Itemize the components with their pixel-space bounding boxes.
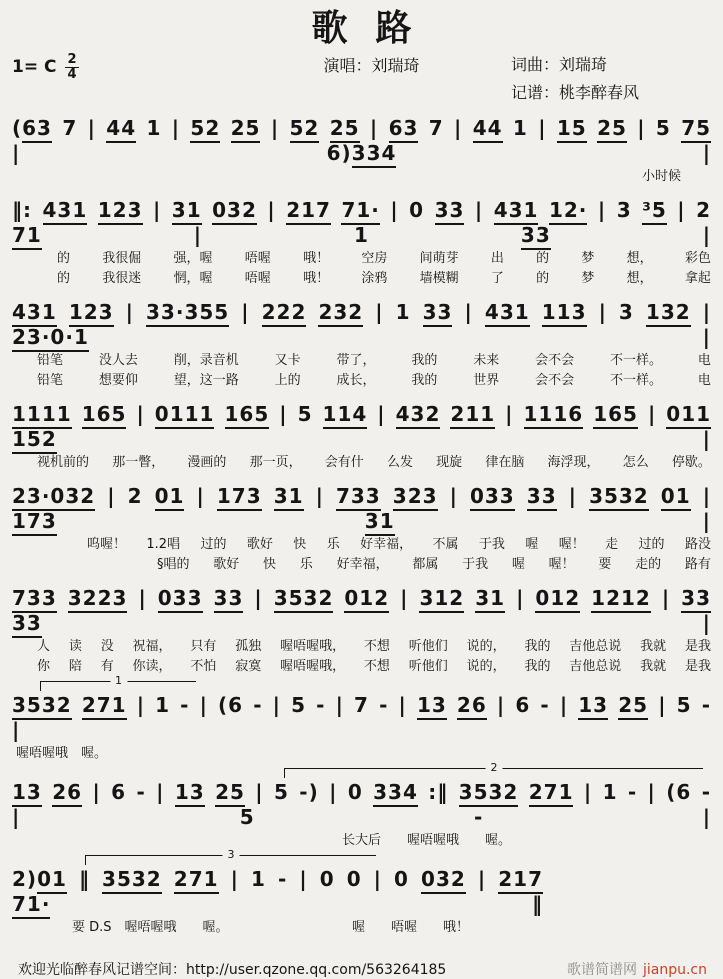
lyric-syllable: 未来 [473, 353, 500, 369]
lyrics-row: 长大后 喔唔喔哦 喔。 [342, 832, 512, 848]
transcriber-credit: 记谱：桃李醉春风 [510, 83, 639, 103]
lyric-syllable: 不一样。 [610, 373, 663, 389]
lyric-syllable: 孤独 [235, 638, 262, 654]
lyrics-verse1 [12, 250, 711, 268]
lyric-syllable: 喔 [511, 556, 525, 572]
notes-row-2: ‖: 431 123 | 31 032 | 217 71· | 0 33 | 431 12· | 3 ³5 | 2 71 | 1 33 | [12, 198, 711, 248]
lyric-syllable: 海浮现， [547, 455, 600, 471]
lyric-syllable: 想， [626, 271, 653, 287]
lyric-syllable: 于我 [462, 556, 489, 572]
site-watermark [567, 959, 707, 979]
time-signature-numerator: 2 [67, 52, 77, 67]
lyric-syllable: 不想 [363, 638, 390, 654]
notes-row-5: 23·032 | 2 01 | 173 31 | 733 323 | 033 33 | 3532 01 | 173 31 | [12, 484, 711, 534]
lyric-syllable: 我的 [524, 638, 551, 654]
lyric-syllable: 那一瞥， [112, 455, 165, 471]
lyric-syllable: 电 [697, 353, 711, 369]
lyric-syllable: 只有 [190, 638, 217, 654]
lyric-syllable: 你读， [132, 658, 172, 674]
lyric-syllable: 走 [605, 537, 619, 552]
lyric-syllable: 么发 [386, 455, 413, 471]
lyric-syllable: 喔！ [558, 537, 585, 552]
lyric-syllable: 没 [100, 638, 114, 654]
lyric-syllable: 拿起 [684, 271, 711, 287]
lyric-syllable: 吉他总说 [569, 658, 622, 674]
lyric-syllable: 梦 [581, 251, 595, 267]
lyrics-verse1 [12, 536, 711, 554]
lyric-syllable: 过的 [638, 537, 665, 552]
lyric-syllable: 没人去 [98, 353, 138, 369]
lyric-syllable: 的 [57, 251, 71, 267]
lyric-syllable: 空房 [361, 251, 388, 267]
credits-right [511, 53, 711, 104]
lyric-syllable: 惘，喔 [173, 271, 213, 287]
lyric-syllable: 祝福， [132, 638, 172, 654]
volta-number: 2 [486, 762, 503, 773]
lyric-syllable: 读 [68, 638, 82, 654]
score-line-7 [12, 673, 711, 763]
lyric-syllable: 强，喔 [173, 251, 213, 267]
lyric-syllable: 的 [536, 271, 550, 287]
lyric-syllable: 寂寞 [235, 658, 262, 674]
lyric-syllable: 漫画的 [187, 455, 227, 471]
lyric-syllable: 人 [37, 638, 51, 654]
lyric-syllable: 哦！ [303, 251, 330, 267]
notes-row-3: 431 123 | 33·355 | 222 232 | 1 33 | 431 113 | 3 132 | 23·0·1 | [12, 300, 711, 350]
lyric-syllable: 上的 [274, 373, 301, 389]
lyric-syllable: 了 [490, 271, 504, 287]
lyric-syllable: 唔喔 [244, 271, 271, 287]
lyric-syllable: 乐 [299, 556, 313, 572]
lyric-syllable: 歌好 [213, 556, 240, 572]
lyric-syllable: 我就 [640, 638, 667, 654]
header-meta-row [12, 53, 711, 104]
lyric-syllable: 过的 [200, 537, 227, 552]
notes-row-7: 3532 271 | 1 - | (6 - | 5 - | 7 - | 13 26 | 6 - | 13 25 | 5 - | [12, 692, 711, 742]
lyric-syllable: 望，这一路 [173, 373, 239, 389]
lyric-syllable: 喔 [525, 537, 539, 552]
time-signature [65, 53, 78, 81]
lyric-syllable: 快 [263, 556, 277, 572]
lyric-syllable: 会不会 [535, 353, 575, 369]
lyric-syllable: 有 [100, 658, 114, 674]
lyric-syllable: 不怕 [190, 658, 217, 674]
lyric-syllable: 怎么 [622, 455, 649, 471]
key-signature [12, 53, 232, 81]
page-footer [12, 959, 711, 979]
volta-number: 1 [110, 675, 127, 686]
lyric-syllable: 乐 [326, 537, 340, 552]
score-line-4 [12, 402, 711, 472]
volta-bracket-3 [85, 847, 376, 865]
lyric-syllable: 我的 [524, 658, 551, 674]
lyric-syllable: 歌好 [246, 537, 273, 552]
score-line-2 [12, 198, 711, 288]
notes-row-6: 733 3223 | 033 33 | 3532 012 | 312 31 | 012 1212 | 33 33 | [12, 586, 711, 636]
lyric-syllable: 吉他总说 [569, 638, 622, 654]
lyric-syllable: 说的， [466, 658, 506, 674]
lyrics-verse1 [12, 352, 711, 370]
notes-row-8: 13 26 | 6 - | 13 25 | 5 -) | 0 334 :‖ 3532 271 | 1 - | (6 - | 5 - | [12, 779, 711, 829]
lyric-syllable: 的 [536, 251, 550, 267]
lyric-syllable: 喔！ [548, 556, 575, 572]
lyric-syllable: 喔唔喔哦， [280, 658, 346, 674]
lyric-syllable: 会不会 [535, 373, 575, 389]
lyric-syllable: 陪 [68, 658, 82, 674]
notes-row-4: 1111 165 | 0111 165 | 5 114 | 432 211 | 1116 165 | 011 152 | [12, 402, 711, 452]
lyric-syllable: 的 [57, 271, 71, 287]
volta-number: 3 [223, 849, 240, 860]
lyric-syllable: 好幸福， [336, 556, 389, 572]
lyric-syllable: 停歇。 [671, 455, 711, 471]
key-label: 1= C [12, 57, 57, 78]
lyric-syllable: 铅笔 [37, 353, 64, 369]
lyric-syllable: 涂鸦 [361, 271, 388, 287]
lyric-syllable: 不属 [432, 537, 459, 552]
lyric-syllable: 我的 [411, 353, 438, 369]
lyric-syllable: 要 [598, 556, 612, 572]
lyric-syllable: 那一页， [249, 455, 302, 471]
lyric-syllable: 我的 [411, 373, 438, 389]
lyric-syllable: 世界 [473, 373, 500, 389]
lyric-syllable: 铅笔 [37, 373, 64, 389]
score-line-3 [12, 300, 711, 390]
lyric-syllable: 你 [37, 658, 51, 674]
score-line-6 [12, 586, 711, 676]
notes-row-9: 2)01 ‖ 3532 271 | 1 - | 0 0 | 0 032 | 217 71· ‖ [12, 867, 711, 917]
lyric-syllable: 喔唔喔哦， [280, 638, 346, 654]
lyrics-verse1 [12, 454, 711, 472]
score-line-1 [12, 116, 711, 186]
lyric-syllable: 呜喔！ [87, 537, 127, 552]
lyric-syllable: 想， [626, 251, 653, 267]
lyric-syllable: 削，录音机 [173, 353, 239, 369]
volta-bracket-2 [284, 760, 703, 778]
lyric-syllable: 会有什 [324, 455, 364, 471]
lyric-syllable: 视机前的 [37, 455, 90, 471]
composer-credit: 词曲：刘瑞琦 [510, 55, 607, 74]
lyric-syllable: 成长， [336, 373, 376, 389]
lyric-syllable: 哦！ [303, 271, 330, 287]
lyric-syllable: 出 [490, 251, 504, 267]
lyric-syllable: 听他们 [408, 638, 448, 654]
lyric-syllable: 梦 [581, 271, 595, 287]
lyrics-row: 喔唔喔哦 喔。 [16, 745, 108, 761]
lyric-syllable: 路有 [684, 556, 711, 572]
lyric-syllable: 律在脑 [485, 455, 525, 471]
volta-bracket-1 [40, 673, 196, 691]
lyric-syllable: 1.2唱 [146, 537, 181, 552]
lyric-syllable: 我就 [640, 658, 667, 674]
lyric-syllable: 不想 [363, 658, 390, 674]
lyric-syllable: 我很倔 [102, 251, 142, 267]
lyric-syllable: 路没 [684, 537, 711, 552]
lyric-syllable: 唔喔 [244, 251, 271, 267]
time-signature-denominator: 4 [67, 66, 77, 82]
lyric-syllable: 是我 [684, 658, 711, 674]
lyrics-verse2 [12, 270, 711, 288]
lyrics-verse2 [12, 372, 711, 390]
lyric-syllable: 带了， [336, 353, 376, 369]
lyric-syllable: 我很迷 [102, 271, 142, 287]
site-name: 歌谱简谱网 [566, 961, 637, 978]
song-title: 歌路 [311, 7, 440, 49]
lyric-syllable: §唱的 [157, 556, 190, 572]
lyric-syllable: 现旋 [436, 455, 463, 471]
notes-row-1: (63 7 | 44 1 | 52 25 | 52 25 | 63 7 | 44 1 | 15 25 | 5 75 | 6)334 | [12, 116, 711, 166]
lyric-syllable: 彩色 [684, 251, 711, 267]
lyrics-verse1 [12, 638, 711, 656]
lyric-syllable: 说的， [466, 638, 506, 654]
lyrics-verse2 [12, 556, 711, 574]
lyric-syllable: 又卡 [274, 353, 301, 369]
lyric-syllable: 走的 [635, 556, 662, 572]
score-line-5 [12, 484, 711, 574]
site-link: jianpu.cn [642, 961, 707, 978]
score-line-8 [12, 760, 711, 850]
lyric-syllable: 间萌芽 [419, 251, 459, 267]
singer-credit: 演唱：刘瑞琦 [323, 56, 420, 75]
lyric-syllable: 于我 [478, 537, 505, 552]
lyric-syllable: 都属 [412, 556, 439, 572]
lyric-syllable: 快 [293, 537, 307, 552]
lyric-syllable: 不一样。 [610, 353, 663, 369]
lyric-syllable: 听他们 [408, 658, 448, 674]
lyric-syllable: 想要仰 [98, 373, 138, 389]
lyrics-row: 要 D.S 喔唔喔哦 喔。 喔 唔喔 哦！ [72, 919, 470, 935]
score-line-9 [12, 847, 711, 937]
lyric-syllable: 是我 [684, 638, 711, 654]
lyric-syllable: 电 [697, 373, 711, 389]
footer-welcome-text: 欢迎光临醉春风记谱空间：http://user.qzone.qq.com/563264185 [18, 961, 447, 978]
lyrics-row: 小时候 [641, 169, 681, 185]
lyric-syllable: 好幸福， [360, 537, 413, 552]
lyric-syllable: 墙模糊 [419, 271, 459, 287]
